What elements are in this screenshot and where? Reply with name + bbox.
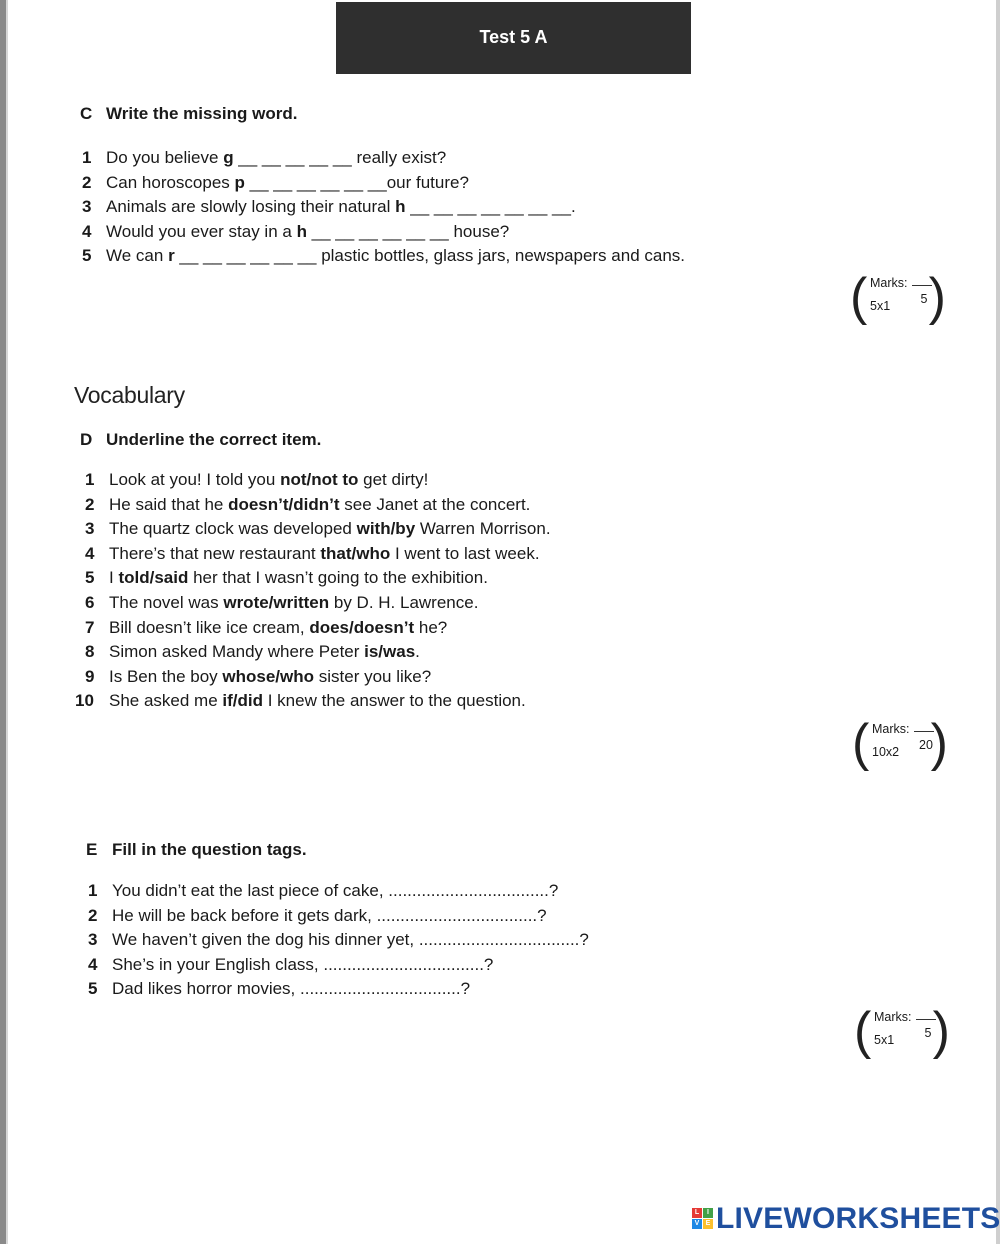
marks-label: Marks: — [870, 276, 908, 290]
item-choice[interactable]: r — [168, 246, 175, 266]
section-c-marks — [850, 268, 946, 326]
marks-label: Marks: — [874, 1010, 912, 1024]
marks-total: 5 — [924, 1026, 932, 1040]
item-text: Would you ever stay in a — [106, 221, 297, 241]
list-item — [75, 689, 551, 714]
list-item — [82, 146, 685, 171]
liveworksheets-icon — [692, 1208, 714, 1230]
item-text[interactable]: He will be back before it gets dark, ..................................? — [112, 905, 547, 925]
liveworksheets-logo[interactable] — [692, 1202, 1000, 1236]
section-d-title — [80, 430, 321, 450]
item-text-end: I knew the answer to the question. — [263, 691, 526, 711]
item-choice[interactable]: h — [296, 221, 307, 241]
list-item — [85, 468, 551, 493]
item-text-end: __ __ __ __ __ __ __. — [405, 197, 576, 217]
marks-right-paren: ) — [932, 1002, 950, 1060]
logo-tile: E — [703, 1219, 713, 1229]
test-title-banner — [336, 2, 691, 74]
section-c-list — [82, 146, 685, 269]
item-choice[interactable]: g — [223, 148, 234, 167]
item-number: 4 — [88, 954, 98, 974]
list-item — [88, 879, 589, 904]
item-number: 2 — [85, 494, 95, 514]
page-right-border — [996, 0, 1000, 1244]
list-item — [82, 244, 685, 269]
vocabulary-heading: Vocabulary — [74, 382, 185, 408]
item-text: He said that he — [109, 494, 229, 514]
list-item — [88, 904, 589, 929]
item-choice[interactable]: p — [234, 172, 245, 192]
marks-total: 20 — [919, 738, 933, 752]
item-text: Simon asked Mandy where Peter — [109, 642, 365, 662]
liveworksheets-wordmark: LIVEWORKSHEETS — [716, 1202, 1000, 1235]
item-choice[interactable]: told/said — [118, 568, 189, 588]
marks-left-paren: ( — [852, 714, 870, 772]
test-title: Test 5 A — [479, 26, 548, 47]
list-item — [85, 493, 551, 518]
section-e-list — [88, 879, 589, 1002]
item-text[interactable]: Dad likes horror movies, ..................................? — [112, 979, 471, 999]
marks-total: 5 — [920, 292, 928, 306]
list-item — [82, 195, 685, 220]
item-number: 5 — [85, 568, 95, 588]
item-choice[interactable]: doesn’t/didn’t — [228, 494, 340, 514]
item-number: 10 — [75, 691, 94, 711]
section-c-instruction: Write the missing word. — [106, 104, 298, 123]
item-text: The novel was — [109, 592, 224, 612]
marks-left-paren: ( — [850, 268, 868, 326]
item-choice[interactable]: with/by — [356, 519, 416, 539]
marks-multiplier: 10x2 — [872, 745, 900, 759]
item-number: 6 — [85, 592, 95, 612]
logo-tile: I — [703, 1208, 713, 1218]
item-text-end: I went to last week. — [390, 543, 540, 563]
item-text: There’s that new restaurant — [109, 543, 321, 563]
item-text-end: __ __ __ __ __ __our future? — [244, 172, 469, 192]
item-choice[interactable]: not/not to — [280, 470, 359, 489]
item-number: 5 — [82, 246, 92, 266]
section-e-marks — [854, 1002, 950, 1060]
list-item — [85, 616, 551, 641]
item-text-end: he? — [414, 617, 448, 637]
item-text: Can horoscopes — [106, 172, 235, 192]
list-item — [82, 220, 685, 245]
item-number: 3 — [85, 519, 95, 539]
item-text-end: sister you like? — [314, 666, 432, 686]
item-text: Animals are slowly losing their natural — [106, 197, 396, 217]
item-number: 1 — [82, 148, 92, 167]
page-left-border-shadow — [6, 0, 8, 1244]
list-item — [88, 977, 589, 1002]
item-text-end: __ __ __ __ __ __ house? — [306, 221, 510, 241]
item-text: Look at you! I told you — [109, 470, 281, 489]
item-text: Is Ben the boy — [109, 666, 223, 686]
item-text-end: Warren Morrison. — [415, 519, 551, 539]
item-text[interactable]: She’s in your English class, ..................................? — [112, 954, 494, 974]
item-text-end: by D. H. Lawrence. — [329, 592, 479, 612]
list-item — [88, 928, 589, 953]
list-item — [82, 171, 685, 196]
list-item — [85, 566, 551, 591]
section-c-title — [80, 104, 297, 124]
section-d-instruction: Underline the correct item. — [106, 430, 322, 449]
marks-multiplier: 5x1 — [870, 299, 891, 313]
item-text-end: see Janet at the concert. — [339, 494, 531, 514]
item-number: 3 — [88, 930, 98, 950]
section-e-title — [86, 840, 307, 860]
item-choice[interactable]: that/who — [320, 543, 391, 563]
item-text: Bill doesn’t like ice cream, — [109, 617, 310, 637]
marks-multiplier: 5x1 — [874, 1033, 895, 1047]
item-text: Do you believe — [106, 148, 224, 167]
item-choice[interactable]: whose/who — [222, 666, 315, 686]
list-item — [85, 640, 551, 665]
marks-left-paren: ( — [854, 1002, 872, 1060]
item-number: 8 — [85, 642, 95, 662]
section-d-marks — [852, 714, 948, 772]
marks-right-paren: ) — [930, 714, 948, 772]
item-text[interactable]: We haven’t given the dog his dinner yet, ..................................? — [112, 930, 589, 950]
list-item — [85, 591, 551, 616]
item-number: 1 — [88, 881, 98, 900]
list-item — [88, 953, 589, 978]
section-d-letter: D — [80, 430, 93, 449]
item-number: 7 — [85, 617, 95, 637]
item-number: 4 — [85, 543, 95, 563]
item-number: 2 — [88, 905, 98, 925]
item-text: The quartz clock was developed — [109, 519, 357, 539]
item-text-end: . — [415, 642, 420, 662]
item-choice[interactable]: wrote/written — [223, 592, 330, 612]
item-number: 5 — [88, 979, 98, 999]
item-text-end: __ __ __ __ __ really exist? — [233, 148, 447, 167]
item-text: I — [109, 568, 119, 588]
list-item — [85, 517, 551, 542]
marks-right-paren: ) — [928, 268, 946, 326]
list-item — [85, 665, 551, 690]
item-text: She asked me — [109, 691, 223, 711]
logo-tile: L — [692, 1208, 702, 1218]
item-text-end: __ __ __ __ __ __ plastic bottles, glass jars, newspapers and cans. — [174, 246, 686, 266]
section-e-instruction: Fill in the question tags. — [112, 840, 307, 859]
section-e-letter: E — [86, 840, 98, 859]
item-text-end: her that I wasn’t going to the exhibition. — [188, 568, 488, 588]
item-text[interactable]: You didn’t eat the last piece of cake, ..................................? — [112, 881, 559, 900]
item-number: 9 — [85, 666, 95, 686]
item-number: 1 — [85, 470, 95, 489]
logo-tile: V — [692, 1219, 702, 1229]
marks-label: Marks: — [872, 722, 910, 736]
section-d-list — [75, 468, 551, 714]
item-number: 2 — [82, 172, 92, 192]
item-text-end: get dirty! — [358, 470, 429, 489]
item-text: We can — [106, 246, 169, 266]
item-number: 3 — [82, 197, 92, 217]
section-c-letter: C — [80, 104, 93, 123]
item-choice[interactable]: h — [395, 197, 406, 217]
item-choice[interactable]: is/was — [364, 642, 416, 662]
item-choice[interactable]: if/did — [222, 691, 264, 711]
item-number: 4 — [82, 221, 92, 241]
item-choice[interactable]: does/doesn’t — [309, 617, 415, 637]
list-item — [85, 542, 551, 567]
